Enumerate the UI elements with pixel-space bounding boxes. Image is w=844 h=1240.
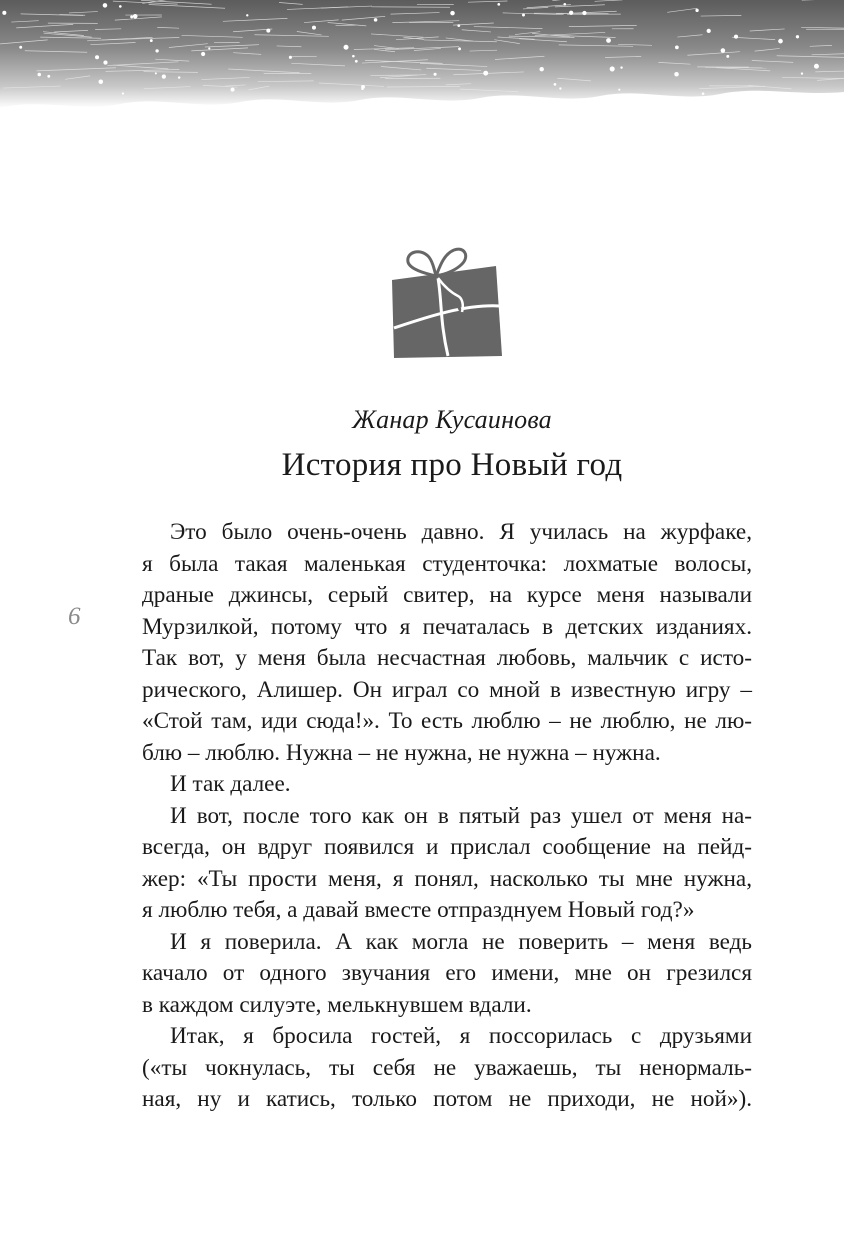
body-text — [142, 517, 752, 1116]
text-line: «Стой там, иди сюда!». То есть люблю – не люблю, не лю- — [142, 708, 752, 734]
text-line: драные джинсы, серый свитер, на курсе меня называли — [142, 582, 752, 608]
page-number: 6 — [68, 603, 81, 630]
text-line: («ты чокнулась, ты себя не уважаешь, ты ненормаль- — [142, 1054, 752, 1081]
text-line: Это было очень-очень давно. Я училась на журфаке, — [170, 519, 752, 545]
text-line: в каждом силуэте, мелькнувшем вдали. — [142, 991, 532, 1018]
gift-box-icon — [384, 240, 508, 364]
text-line: ная, ну и катись, только потом не приходи, не ной»). — [142, 1086, 752, 1112]
chapter-title: История про Новый год — [281, 447, 623, 483]
text-line: И вот, после того как он в пятый раз ушел от меня на- — [170, 802, 752, 829]
text-line: рического, Алишер. Он играл со мной в известную игру – — [142, 676, 752, 703]
text-line: я люблю тебя, а давай вместе отпразднуем Новый год?» — [142, 897, 695, 923]
author-name: Жанар Кусаинова — [352, 405, 552, 434]
text-line: Итак, я бросила гостей, я поссорилась с друзьями — [170, 1023, 752, 1049]
text-line: Мурзилкой, потому что я печаталась в детских изданиях. — [142, 613, 752, 640]
text-line: Так вот, у меня была несчастная любовь, мальчик с исто- — [142, 645, 752, 671]
decorative-header-band — [0, 0, 844, 118]
text-line: И так далее. — [170, 771, 291, 797]
text-line: качало от одного звучания его имени, мне он грезился — [142, 960, 752, 986]
text-line: я была такая маленькая студенточка: лохматые волосы, — [142, 550, 752, 577]
text-line: всегда, он вдруг появился и прислал сообщение на пейд- — [142, 834, 752, 860]
text-line: блю – люблю. Нужна – не нужна, не нужна – нужна. — [142, 739, 661, 766]
text-line: И я поверила. А как могла не поверить – меня ведь — [170, 928, 752, 955]
text-line: жер: «Ты прости меня, я понял, насколько ты мне нужна, — [142, 865, 752, 892]
